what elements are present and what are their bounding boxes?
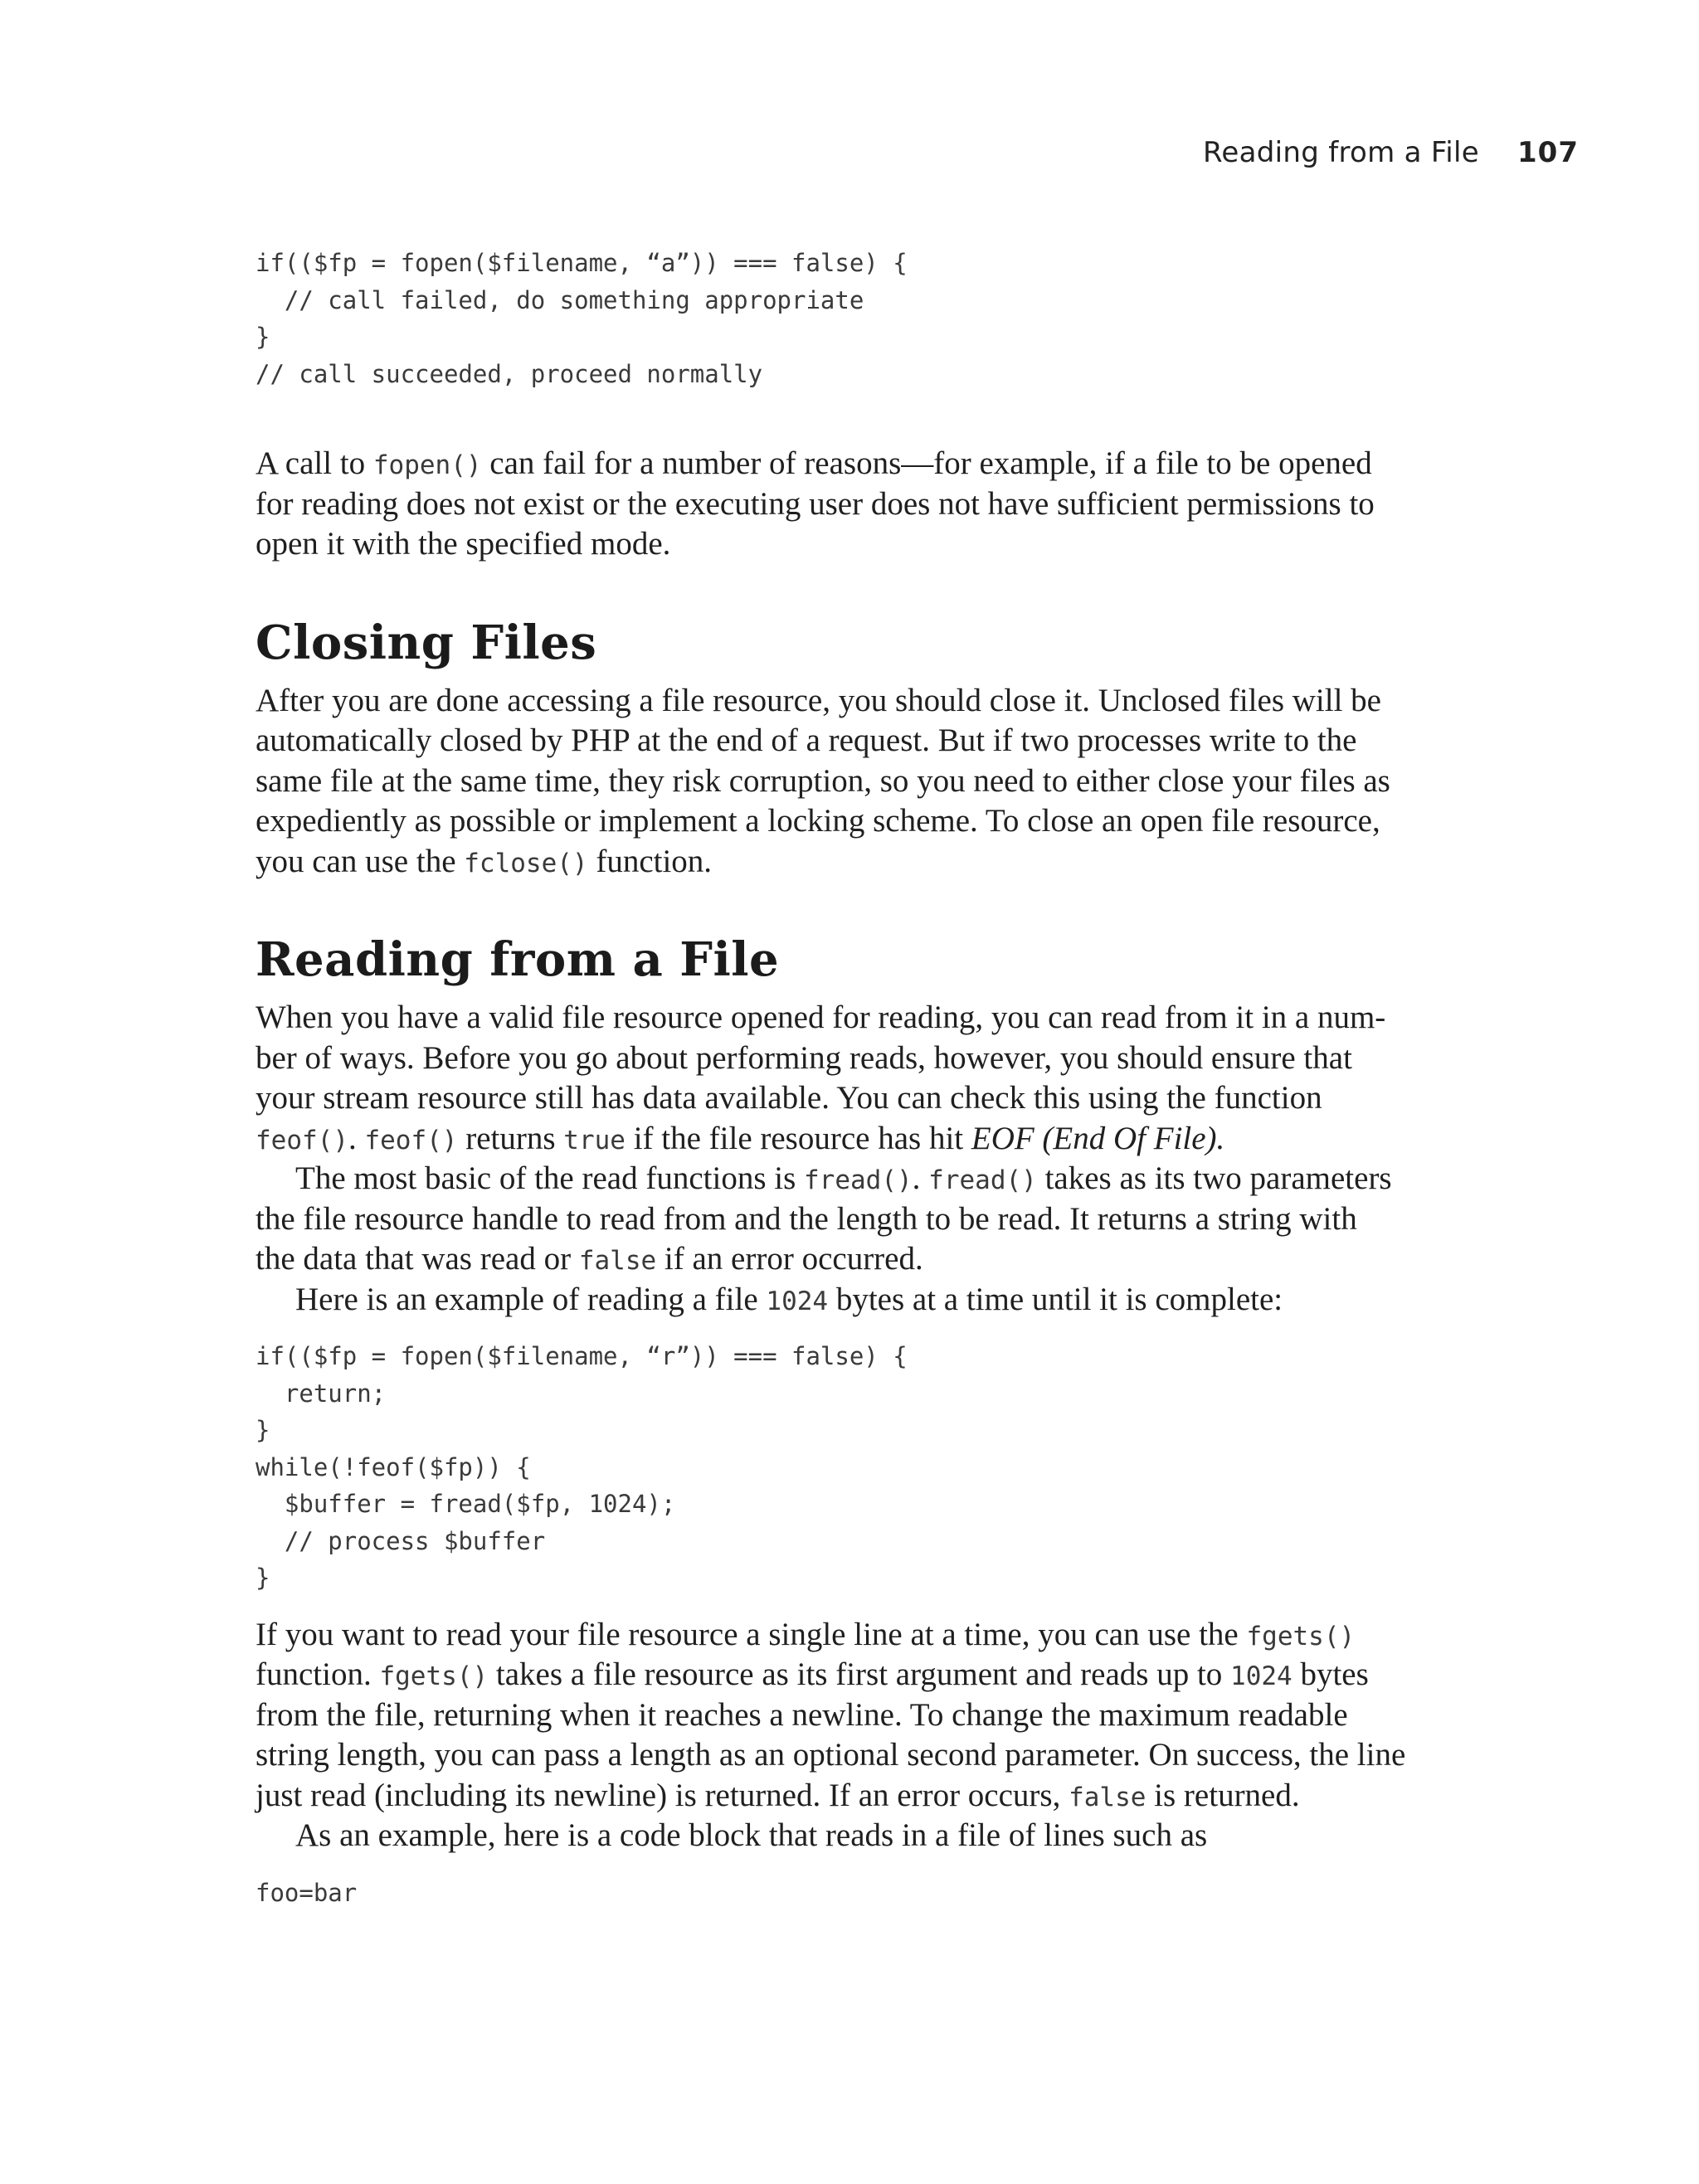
text-run: bytes — [1292, 1656, 1369, 1692]
spacer — [256, 1320, 1450, 1338]
text-line — [256, 1239, 1450, 1280]
paragraph-reading-intro — [256, 998, 1450, 1320]
text-run: just read (including its newline) is returned. If an error occurs, — [256, 1777, 1069, 1813]
text-line: same file at the same time, they risk corruption, so you need to either close your files as — [256, 762, 1390, 799]
text-run: takes as its two parameters — [1036, 1160, 1392, 1196]
running-head-section-title: Reading from a File — [1203, 136, 1479, 169]
text-line — [256, 1655, 1450, 1695]
spacer — [256, 1856, 1450, 1875]
heading-reading-from-a-file: Reading from a File — [256, 932, 780, 987]
text-run: function. — [587, 843, 713, 879]
running-head — [1203, 134, 1579, 171]
paragraph-fgets — [256, 1615, 1450, 1856]
text-run: if an error occurred. — [656, 1241, 923, 1277]
text-line — [256, 1280, 1450, 1321]
text-line: When you have a valid file resource opened for reading, you can read from it in a num- — [256, 1000, 1386, 1035]
code-line: } — [256, 323, 270, 351]
page-content — [256, 245, 1450, 1911]
inline-code: fread() — [928, 1165, 1037, 1195]
paragraph-fopen-failure — [256, 444, 1450, 565]
spacer — [256, 392, 1450, 444]
code-line: return; — [256, 1379, 387, 1408]
text-run: is returned. — [1146, 1777, 1300, 1813]
text-run: bytes at a time until it is complete: — [828, 1281, 1283, 1317]
code-line: // call succeeded, proceed normally — [256, 359, 763, 388]
inline-code: false — [578, 1246, 657, 1276]
code-line: while(!feof($fp)) { — [256, 1452, 531, 1481]
inline-code: fgets() — [1246, 1621, 1356, 1651]
text-line — [256, 1776, 1450, 1817]
paragraph-closing-files — [256, 681, 1450, 883]
inline-code: feof() — [364, 1125, 458, 1155]
text-line: string length, you can pass a length as an optional second parameter. On success, the line — [256, 1737, 1406, 1773]
inline-code: fgets() — [379, 1661, 489, 1691]
code-line: foo=bar — [256, 1878, 358, 1907]
text-run: the data that was read or — [256, 1241, 579, 1277]
code-block-sample-line — [256, 1875, 1450, 1912]
code-line: } — [256, 1416, 270, 1444]
inline-code: fopen() — [372, 450, 482, 480]
emphasis: EOF (End Of File). — [971, 1120, 1225, 1156]
code-line: $buffer = fread($fp, 1024); — [256, 1490, 676, 1518]
text-run: If you want to read your file resource a single line at a time, you can use the — [256, 1616, 1247, 1652]
inline-code: fread() — [804, 1165, 913, 1195]
text-run: you can use the — [256, 843, 465, 879]
spacer — [256, 565, 1450, 616]
page-number: 107 — [1517, 136, 1579, 169]
text-line: the file resource handle to read from and the length to be read. It returns a string with — [256, 1200, 1357, 1237]
code-line: // process $buffer — [256, 1526, 546, 1555]
spacer — [256, 1597, 1450, 1615]
text-line: your stream resource still has data available. You can check this using the function — [256, 1080, 1322, 1116]
text-line: from the file, returning when it reaches a newline. To change the maximum readable — [256, 1696, 1348, 1733]
text-line: After you are done accessing a file resource, you should close it. Unclosed files will be — [256, 682, 1381, 718]
inline-code: 1024 — [766, 1286, 829, 1316]
text-line: ber of ways. Before you go about performing reads, however, you should ensure that — [256, 1039, 1352, 1076]
text-run: The most basic of the read functions is — [295, 1160, 805, 1196]
text-run: . — [348, 1120, 365, 1156]
text-line: open it with the specified mode. — [256, 526, 671, 562]
text-run: returns — [457, 1120, 564, 1156]
text-run: function. — [256, 1656, 380, 1692]
text-run: takes a file resource as its first argument and reads up to — [488, 1656, 1231, 1692]
text-run: . — [912, 1160, 929, 1196]
text-run: if the file resource has hit — [625, 1120, 971, 1156]
text-line — [256, 444, 1450, 484]
spacer — [256, 986, 1450, 998]
inline-code: feof() — [256, 1125, 348, 1155]
spacer — [256, 882, 1450, 933]
code-line: } — [256, 1564, 270, 1592]
text-line — [256, 1119, 1450, 1160]
inline-code: true — [563, 1125, 626, 1155]
text-line: expediently as possible or implement a locking scheme. To close an open file resource, — [256, 803, 1380, 839]
text-line — [256, 1159, 1450, 1199]
code-block-fread-loop — [256, 1338, 1450, 1597]
text-line — [256, 1615, 1450, 1656]
code-line: // call failed, do something appropriate — [256, 285, 864, 314]
text-run: A call to — [256, 445, 373, 481]
text-run: Here is an example of reading a file — [295, 1281, 767, 1317]
text-line: for reading does not exist or the executing user does not have sufficient permissions to — [256, 485, 1375, 522]
text-run: can fail for a number of reasons—for example, if a file to be opened — [481, 445, 1372, 481]
inline-code: fclose() — [464, 848, 588, 878]
spacer — [256, 669, 1450, 681]
text-line — [256, 842, 1450, 883]
code-line: if(($fp = fopen($filename, “a”)) === false) { — [256, 249, 908, 277]
code-line: if(($fp = fopen($filename, “r”)) === false) { — [256, 1342, 908, 1370]
heading-closing-files: Closing Files — [256, 615, 597, 670]
inline-code: 1024 — [1230, 1661, 1293, 1691]
text-line: automatically closed by PHP at the end of a request. But if two processes write to the — [256, 722, 1357, 758]
text-line: As an example, here is a code block that reads in a file of lines such as — [295, 1817, 1208, 1853]
code-block-fopen-append — [256, 245, 1450, 392]
inline-code: false — [1069, 1782, 1146, 1812]
